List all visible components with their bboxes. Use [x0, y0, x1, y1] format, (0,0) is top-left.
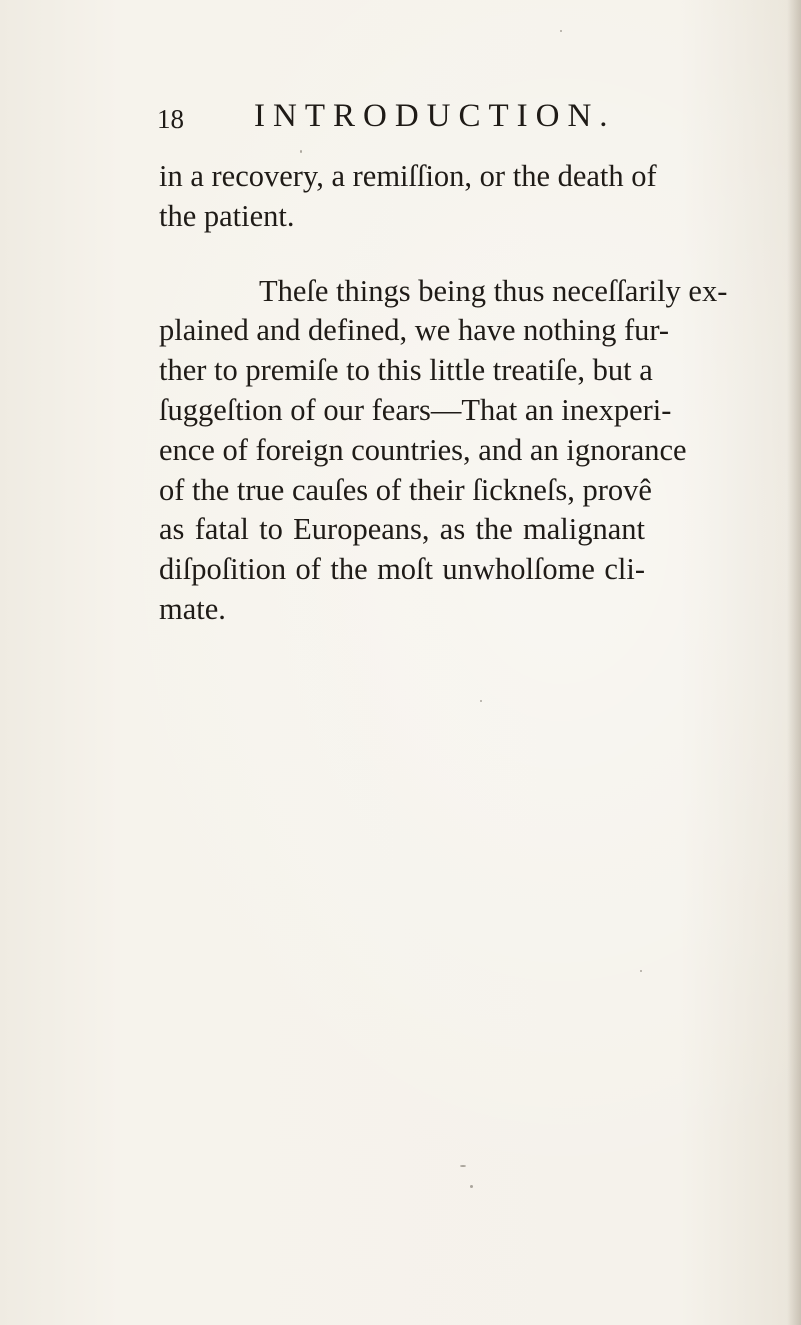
- paper-speck: [470, 1185, 473, 1188]
- paper-speck: [560, 30, 562, 32]
- text-line: ther to premiſe to this little treatiſe, but a: [159, 353, 653, 388]
- running-head: INTRODUCTION.: [254, 98, 616, 134]
- text-line: diſpoſition of the moſt unwholſome cli-: [159, 552, 645, 587]
- text-line: of the true cauſes of their ſickneſs, provê: [159, 472, 652, 507]
- paragraph-2: [159, 272, 759, 630]
- text-line: as fatal to Europeans, as the malignant: [159, 512, 645, 547]
- page-number: 18: [157, 104, 184, 134]
- paper-speck: [460, 1165, 466, 1167]
- page-header: [157, 98, 757, 138]
- body-text: [159, 157, 759, 630]
- paragraph-gap: [159, 237, 759, 272]
- text-line: in a recovery, a remiſſion, or the death of: [159, 159, 657, 193]
- text-line: Theſe things being thus neceſſarily ex-: [259, 273, 728, 308]
- paper-speck: [300, 150, 302, 153]
- text-line: ſuggeſtion of our fears—That an inexperi-: [159, 392, 672, 427]
- text-line: mate.: [159, 591, 226, 626]
- page-edge-shadow: [787, 0, 801, 1325]
- text-line: ence of foreign countries, and an ignorance: [159, 432, 687, 467]
- text-line: plained and defined, we have nothing fur-: [159, 313, 670, 348]
- paper-speck: [640, 970, 642, 972]
- text-line: the patient.: [159, 198, 295, 233]
- paper-speck: [480, 700, 482, 702]
- paragraph-1: [159, 157, 759, 237]
